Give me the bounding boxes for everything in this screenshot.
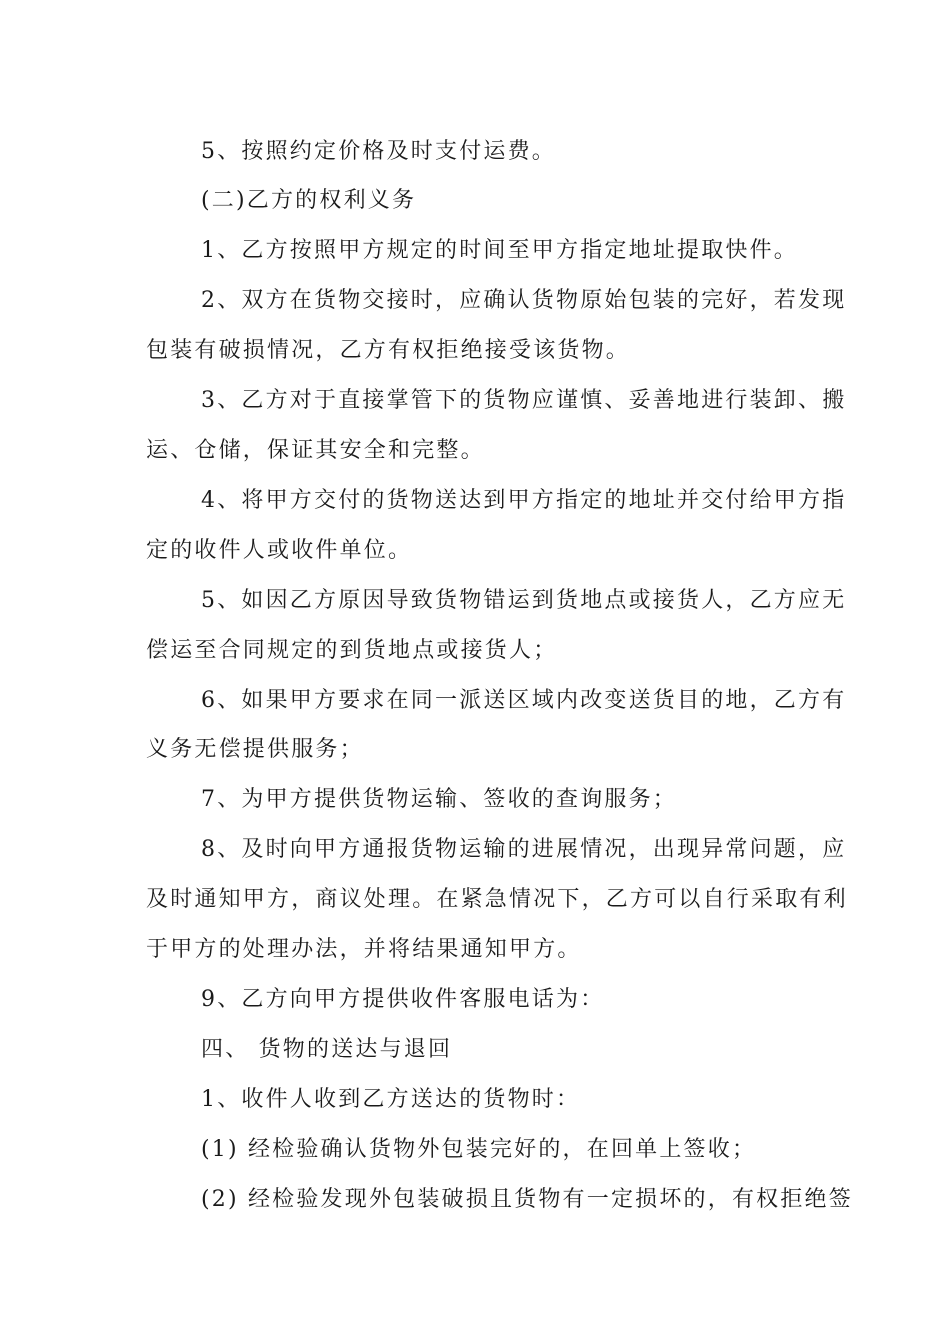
section-heading: 四、 货物的送达与退回 xyxy=(201,1037,453,1062)
text-line: 1、乙方按照甲方规定的时间至甲方指定地址提取快件。 xyxy=(201,238,798,263)
text-line: 3、乙方对于直接掌管下的货物应谨慎、妥善地进行装卸、搬 xyxy=(201,388,847,413)
text-line: 运、仓储，保证其安全和完整。 xyxy=(146,438,485,463)
text-line: 5、如因乙方原因导致货物错运到货地点或接货人，乙方应无 xyxy=(201,588,847,613)
section-heading: (二)乙方的权利义务 xyxy=(201,188,417,213)
text-line: 7、为甲方提供货物运输、签收的查询服务； xyxy=(201,787,677,812)
text-line: 1、收件人收到乙方送达的货物时： xyxy=(201,1087,581,1112)
text-line: 定的收件人或收件单位。 xyxy=(146,538,413,563)
text-line: 义务无偿提供服务； xyxy=(146,737,364,762)
text-line: 于甲方的处理办法，并将结果通知甲方。 xyxy=(146,937,582,962)
text-line: 及时通知甲方，商议处理。在紧急情况下，乙方可以自行采取有利 xyxy=(146,887,848,912)
text-line: 6、如果甲方要求在同一派送区域内改变送货目的地，乙方有 xyxy=(201,688,847,713)
text-line: 偿运至合同规定的到货地点或接货人； xyxy=(146,638,558,663)
text-line: 5、按照约定价格及时支付运费。 xyxy=(201,139,556,164)
text-line: 8、及时向甲方通报货物运输的进展情况，出现异常问题，应 xyxy=(201,837,847,862)
text-line: 2、双方在货物交接时，应确认货物原始包装的完好，若发现 xyxy=(201,288,847,313)
text-line: 包装有破损情况，乙方有权拒绝接受该货物。 xyxy=(146,338,631,363)
text-line: (2) 经检验发现外包装破损且货物有一定损坏的，有权拒绝签 xyxy=(201,1187,853,1212)
text-line: (1) 经检验确认货物外包装完好的，在回单上签收； xyxy=(201,1137,757,1162)
text-line: 4、将甲方交付的货物送达到甲方指定的地址并交付给甲方指 xyxy=(201,488,847,513)
text-line: 9、乙方向甲方提供收件客服电话为： xyxy=(201,987,605,1012)
